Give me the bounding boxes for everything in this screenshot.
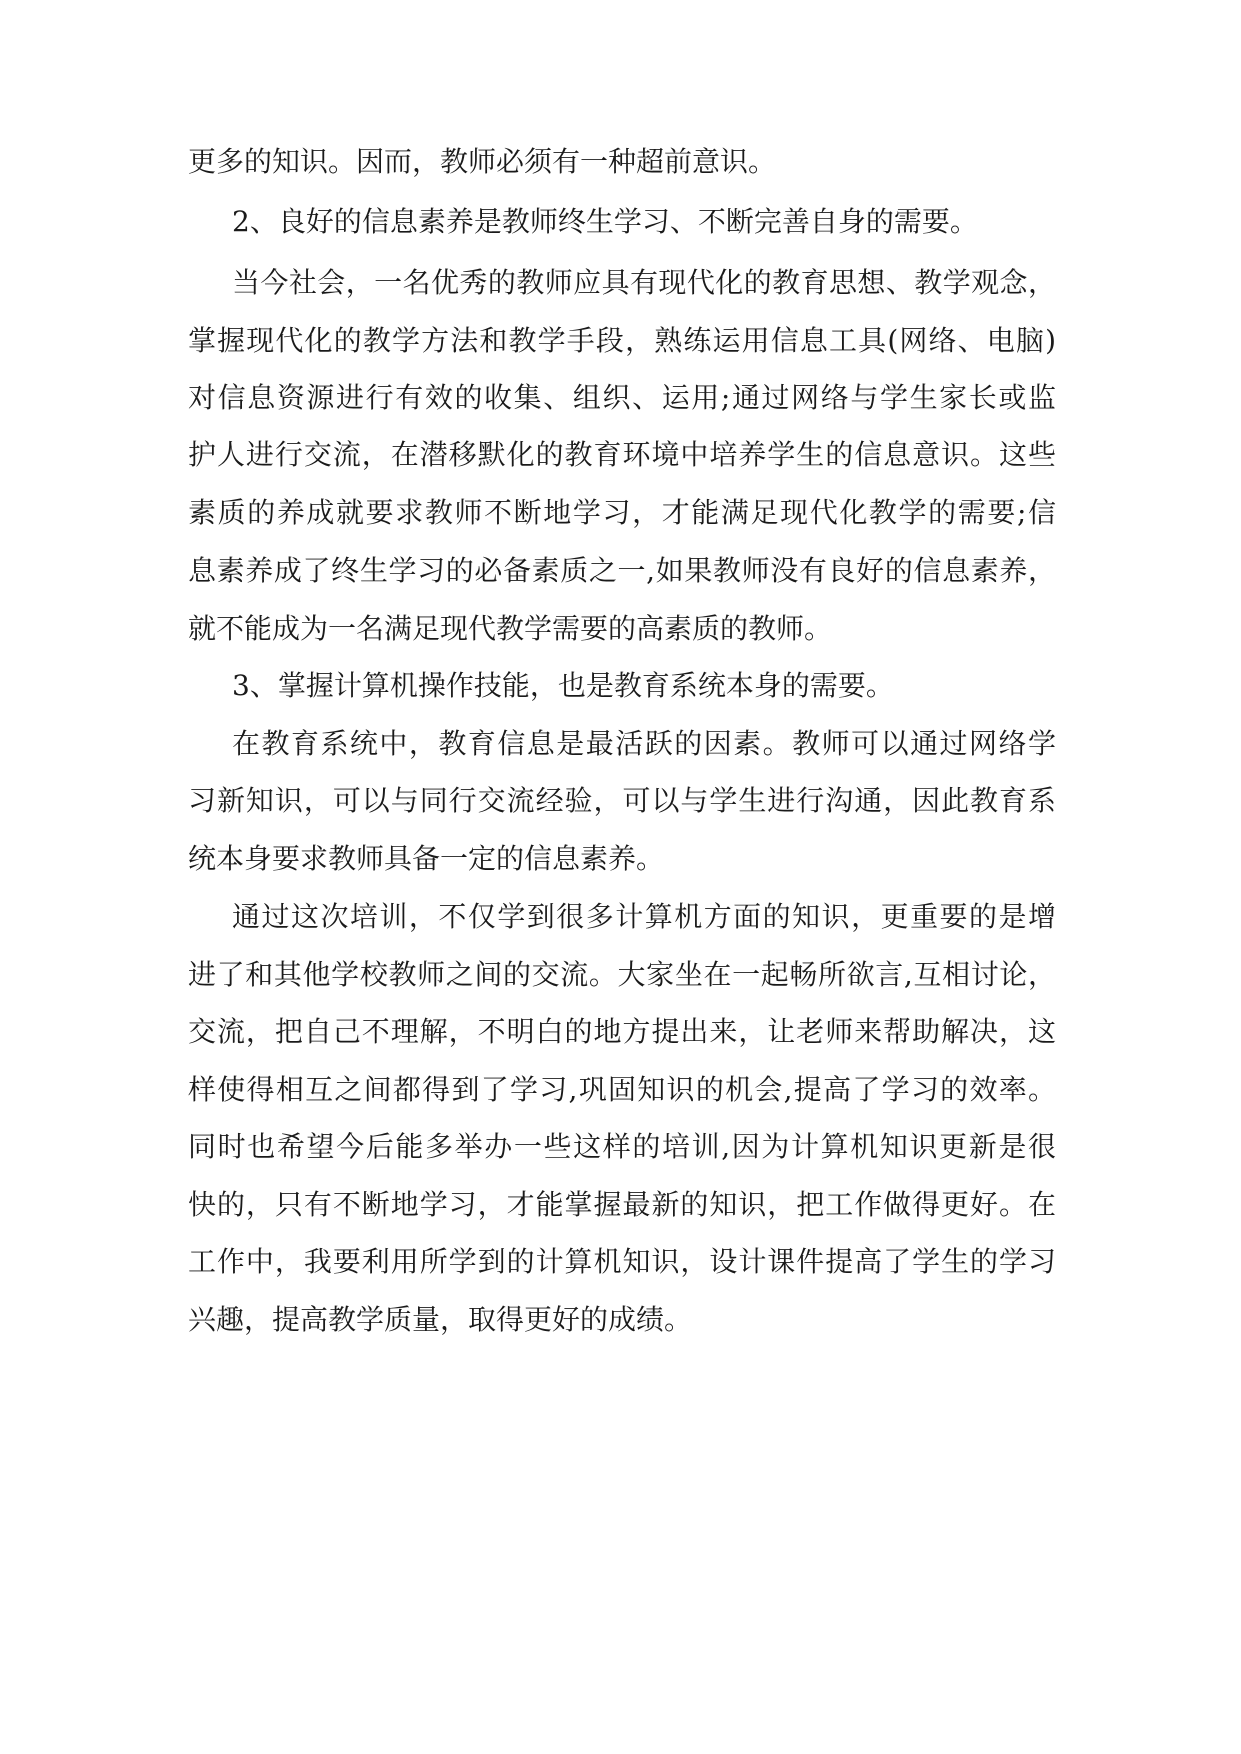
text-line: 素质的养成就要求教师不断地学习，才能满足现代化教学的需要;信: [188, 496, 1056, 529]
text-line: 更多的知识。因而，教师必须有一种超前意识。: [188, 145, 777, 178]
text-line: 工作中，我要利用所学到的计算机知识，设计课件提高了学生的学习: [188, 1245, 1056, 1278]
text-line: 统本身要求教师具备一定的信息素养。: [188, 842, 665, 875]
text-line: 在教育系统中，教育信息是最活跃的因素。教师可以通过网络学: [232, 727, 1056, 760]
text-line: 对信息资源进行有效的收集、组织、运用;通过网络与学生家长或监: [188, 381, 1056, 414]
text-line: 快的，只有不断地学习，才能掌握最新的知识，把工作做得更好。在: [188, 1188, 1056, 1221]
text-line: 习新知识，可以与同行交流经验，可以与学生进行沟通，因此教育系: [188, 784, 1056, 817]
text-line: 当今社会，一名优秀的教师应具有现代化的教育思想、教学观念，: [232, 266, 1056, 299]
section-heading: 2、良好的信息素养是教师终生学习、不断完善自身的需要。: [232, 205, 978, 238]
text-line: 同时也希望今后能多举办一些这样的培训,因为计算机知识更新是很: [188, 1130, 1056, 1163]
text-line: 息素养成了终生学习的必备素质之一,如果教师没有良好的信息素养，: [188, 554, 1056, 587]
text-line: 就不能成为一名满足现代教学需要的高素质的教师。: [188, 612, 833, 645]
text-line: 兴趣，提高教学质量，取得更好的成绩。: [188, 1303, 693, 1336]
text-line: 交流，把自己不理解，不明白的地方提出来，让老师来帮助解决，这: [188, 1015, 1056, 1048]
text-line: 掌握现代化的教学方法和教学手段，熟练运用信息工具(网络、电脑): [188, 324, 1056, 357]
section-heading: 3、掌握计算机操作技能，也是教育系统本身的需要。: [232, 669, 894, 702]
text-line: 进了和其他学校教师之间的交流。大家坐在一起畅所欲言,互相讨论，: [188, 958, 1056, 991]
text-line: 护人进行交流，在潜移默化的教育环境中培养学生的信息意识。这些: [188, 438, 1056, 471]
text-line: 通过这次培训，不仅学到很多计算机方面的知识，更重要的是增: [232, 900, 1056, 933]
text-line: 样使得相互之间都得到了学习,巩固知识的机会,提高了学习的效率。: [188, 1073, 1056, 1106]
